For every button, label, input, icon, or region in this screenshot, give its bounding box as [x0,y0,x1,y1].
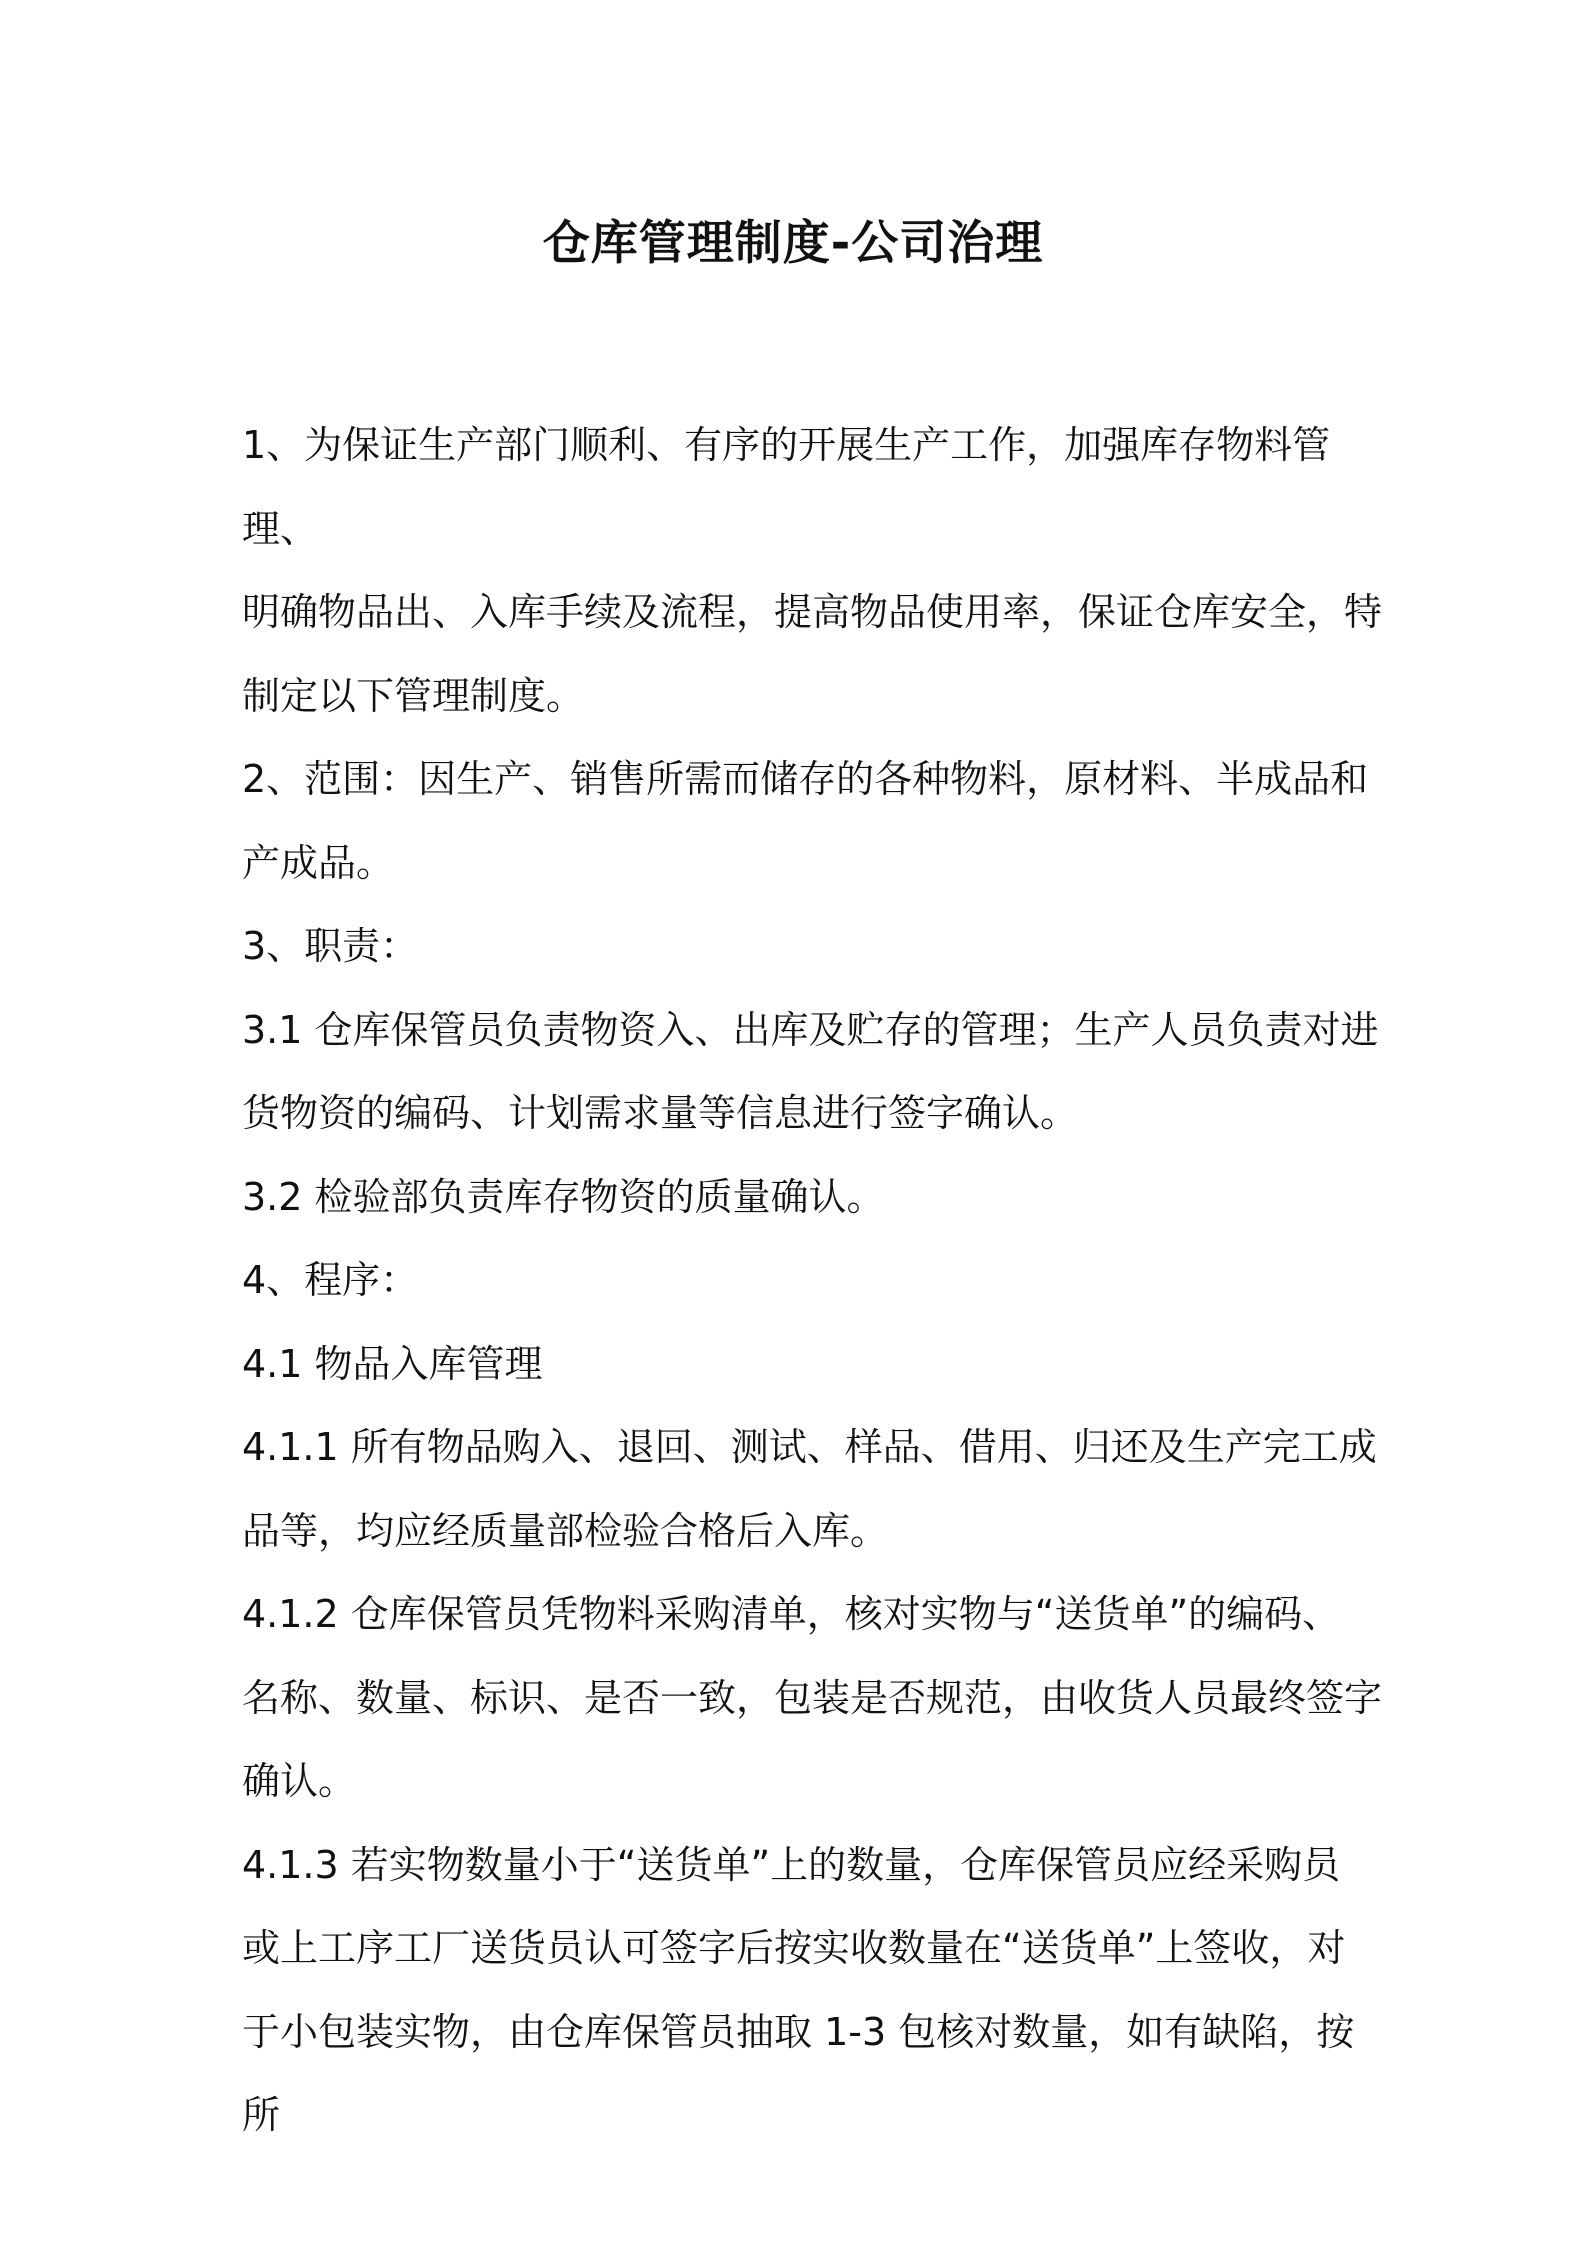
body-line: 4.1 物品入库管理 [242,1341,543,1386]
body-line: 4.1.1 所有物品购入、退回、测试、样品、借用、归还及生产完工成 [242,1425,1377,1469]
body-line: 2、范围：因生产、销售所需而储存的各种物料，原材料、半成品和 [242,757,1369,801]
body-line: 货物资的编码、计划需求量等信息进行签字确认。 [242,1091,1079,1135]
body-line: 3.2 检验部负责库存物资的质量确认。 [242,1174,885,1219]
body-line: 品等，均应经质量部检验合格后入库。 [242,1508,889,1553]
body-line: 产成品。 [242,840,395,885]
body-line: 名称、数量、标识、是否一致，包装是否规范，由收货人员最终签字 [242,1675,1383,1720]
body-line: 明确物品出、入库手续及流程，提高物品使用率，保证仓库安全，特 [242,590,1383,634]
body-line: 于小包装实物，由仓库保管员抽取 1-3 包核对数量，如有缺陷，按所 [242,2009,1355,2137]
body-line: 制定以下管理制度。 [242,673,585,718]
body-line: 4.1.2 仓库保管员凭物料采购清单，核对实物与“送货单”的编码、 [242,1592,1341,1636]
body-line: 4.1.3 若实物数量小于“送货单”上的数量，仓库保管员应经采购员 [242,1842,1341,1887]
body-line: 确认。 [242,1759,357,1803]
body-line: 1、为保证生产部门顺利、有序的开展生产工作，加强库存物料管理、 [242,423,1331,551]
body-line: 3、职责： [242,924,419,968]
document-body [242,404,1392,2158]
body-line: 3.1 仓库保管员负责物资入、出库及贮存的管理；生产人员负责对进 [242,1007,1379,1052]
body-line: 或上工序工厂送货员认可签字后按实收数量在“送货单”上签收，对 [242,1926,1346,1970]
body-line: 4、程序： [242,1258,419,1302]
document-title: 仓库管理制度-公司治理 [542,216,1044,271]
